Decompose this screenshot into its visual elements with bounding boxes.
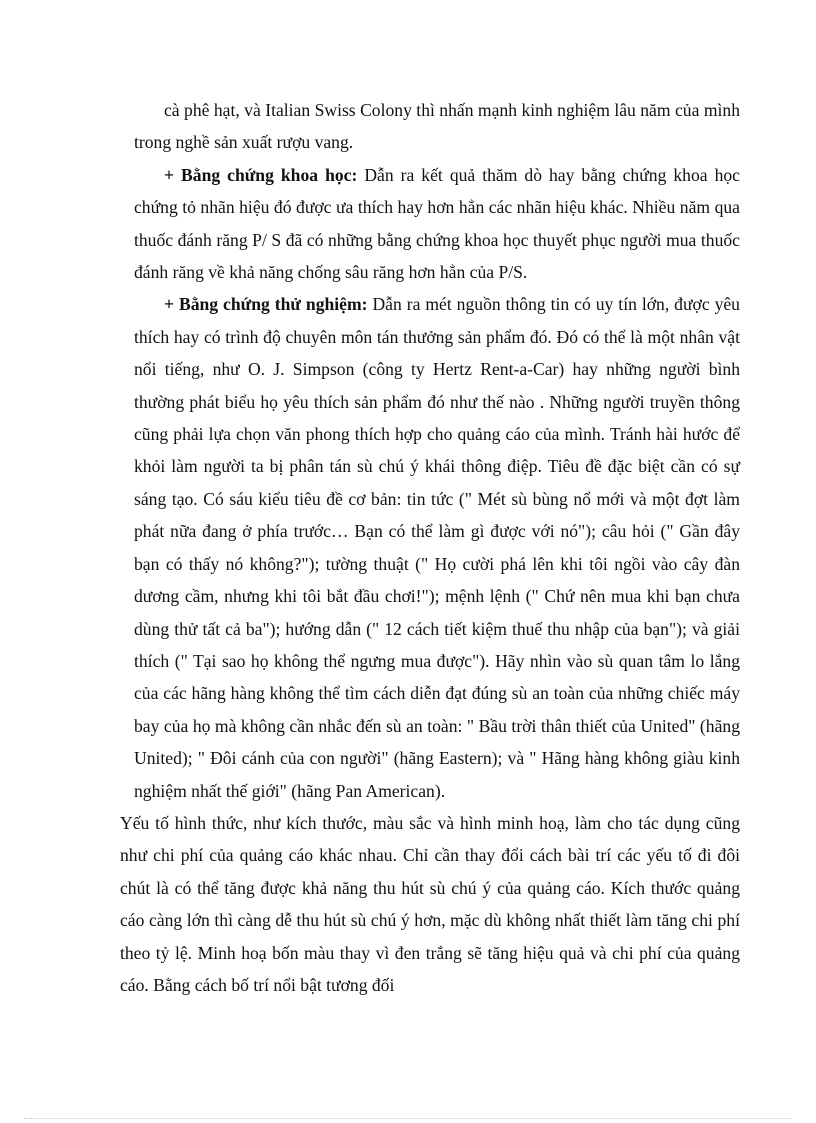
paragraph-2-heading: + Bằng chứng khoa học: <box>164 164 358 185</box>
paragraph-2-text: Dẫn ra kết quả thăm dò hay bằng chứng khoa học chứng tỏ nhãn hiệu đó được ưa thích hay hơn hẳn các nhãn hiệu khác. Nhiều năm qua thuốc đánh răng P/ S đã có những bằng chứng khoa học thuyết phục người mua thuốc đánh răng về khả năng chống sâu răng hơn hẳn của P/S. <box>134 164 740 283</box>
paragraph-1-text: cà phê hạt, và Italian Swiss Colony thì nhấn mạnh kinh nghiệm lâu năm của mình trong nghề sản xuất rượu vang. <box>134 100 740 153</box>
paragraph-format-elements <box>120 807 740 1001</box>
paragraph-continued-text <box>134 94 740 159</box>
body-text <box>120 94 740 1001</box>
paragraph-3-text: Dẫn ra mét nguồn thông tin có uy tín lớn, được yêu thích hay có trình độ chuyên môn tán thưởng sản phẩm đó. Đó có thể là một nhân vật nổi tiếng, như O. J. Simpson (công ty Hertz Rent-a-Car) hay những người bình thường phát biểu họ yêu thích sản phẩm đó như thế nào . Những người truyền thông cũng phải lựa chọn văn phong thích hợp cho quảng cáo của mình. Tránh hài hước để khỏi làm người ta bị phân tán sù chú ý khái thông điệp. Tiêu đề đặc biệt cần có sự sáng tạo. Có sáu kiểu tiêu đề cơ bản: tin tức (" Mét sù bùng nổ mới và một đợt làm phát nữa đang ở phía trước… Bạn có thể làm gì được với nó"); câu hỏi (" Gần đây bạn có thấy nó không?"); tường thuật (" Họ cười phá lên khi tôi ngồi vào cây đàn dương cầm, nhưng khi tôi bắt đầu chơi!"); mệnh lệnh (" Chứ nên mua khi bạn chưa dùng thử tất cả ba"); hướng dẫn (" 12 cách tiết kiệm thuế thu nhập của bạn"); và giải thích (" Tại sao họ không thể ngưng mua được"). Hãy nhìn vào sù quan tâm lo lắng của các hãng hàng không thể tìm cách diễn đạt đúng sù an toàn của những chiếc máy bay của họ mà không cần nhắc đến sù an toàn: " Bầu trời thân thiết của United" (hãng United); " Đôi cánh của con người" (hãng Eastern); và " Hãng hàng không giàu kinh nghiệm nhất thế giới" (hãng Pan American). <box>134 294 740 801</box>
page-bottom-border <box>24 1118 792 1119</box>
paragraph-scientific-evidence <box>134 159 740 289</box>
paragraph-4-text: Yếu tố hình thức, như kích thước, màu sắc và hình minh hoạ, làm cho tác dụng cũng như chi phí của quảng cáo khác nhau. Chỉ cần thay đổi cách bài trí các yếu tố đi đôi chút là có thể tăng được khả năng thu hút sù chú ý của quảng cáo. Kích thước quảng cáo càng lớn thì càng dễ thu hút sù chú ý hơn, mặc dù không nhất thiết làm tăng chi phí theo tỷ lệ. Minh hoạ bốn màu thay vì đen trắng sẽ tăng hiệu quả và chi phí của quảng cáo. Bằng cách bố trí nổi bật tương đối <box>120 812 740 995</box>
paragraph-3-heading: + Bằng chứng thử nghiệm: <box>164 294 368 315</box>
paragraph-testimonial-evidence <box>134 288 740 807</box>
